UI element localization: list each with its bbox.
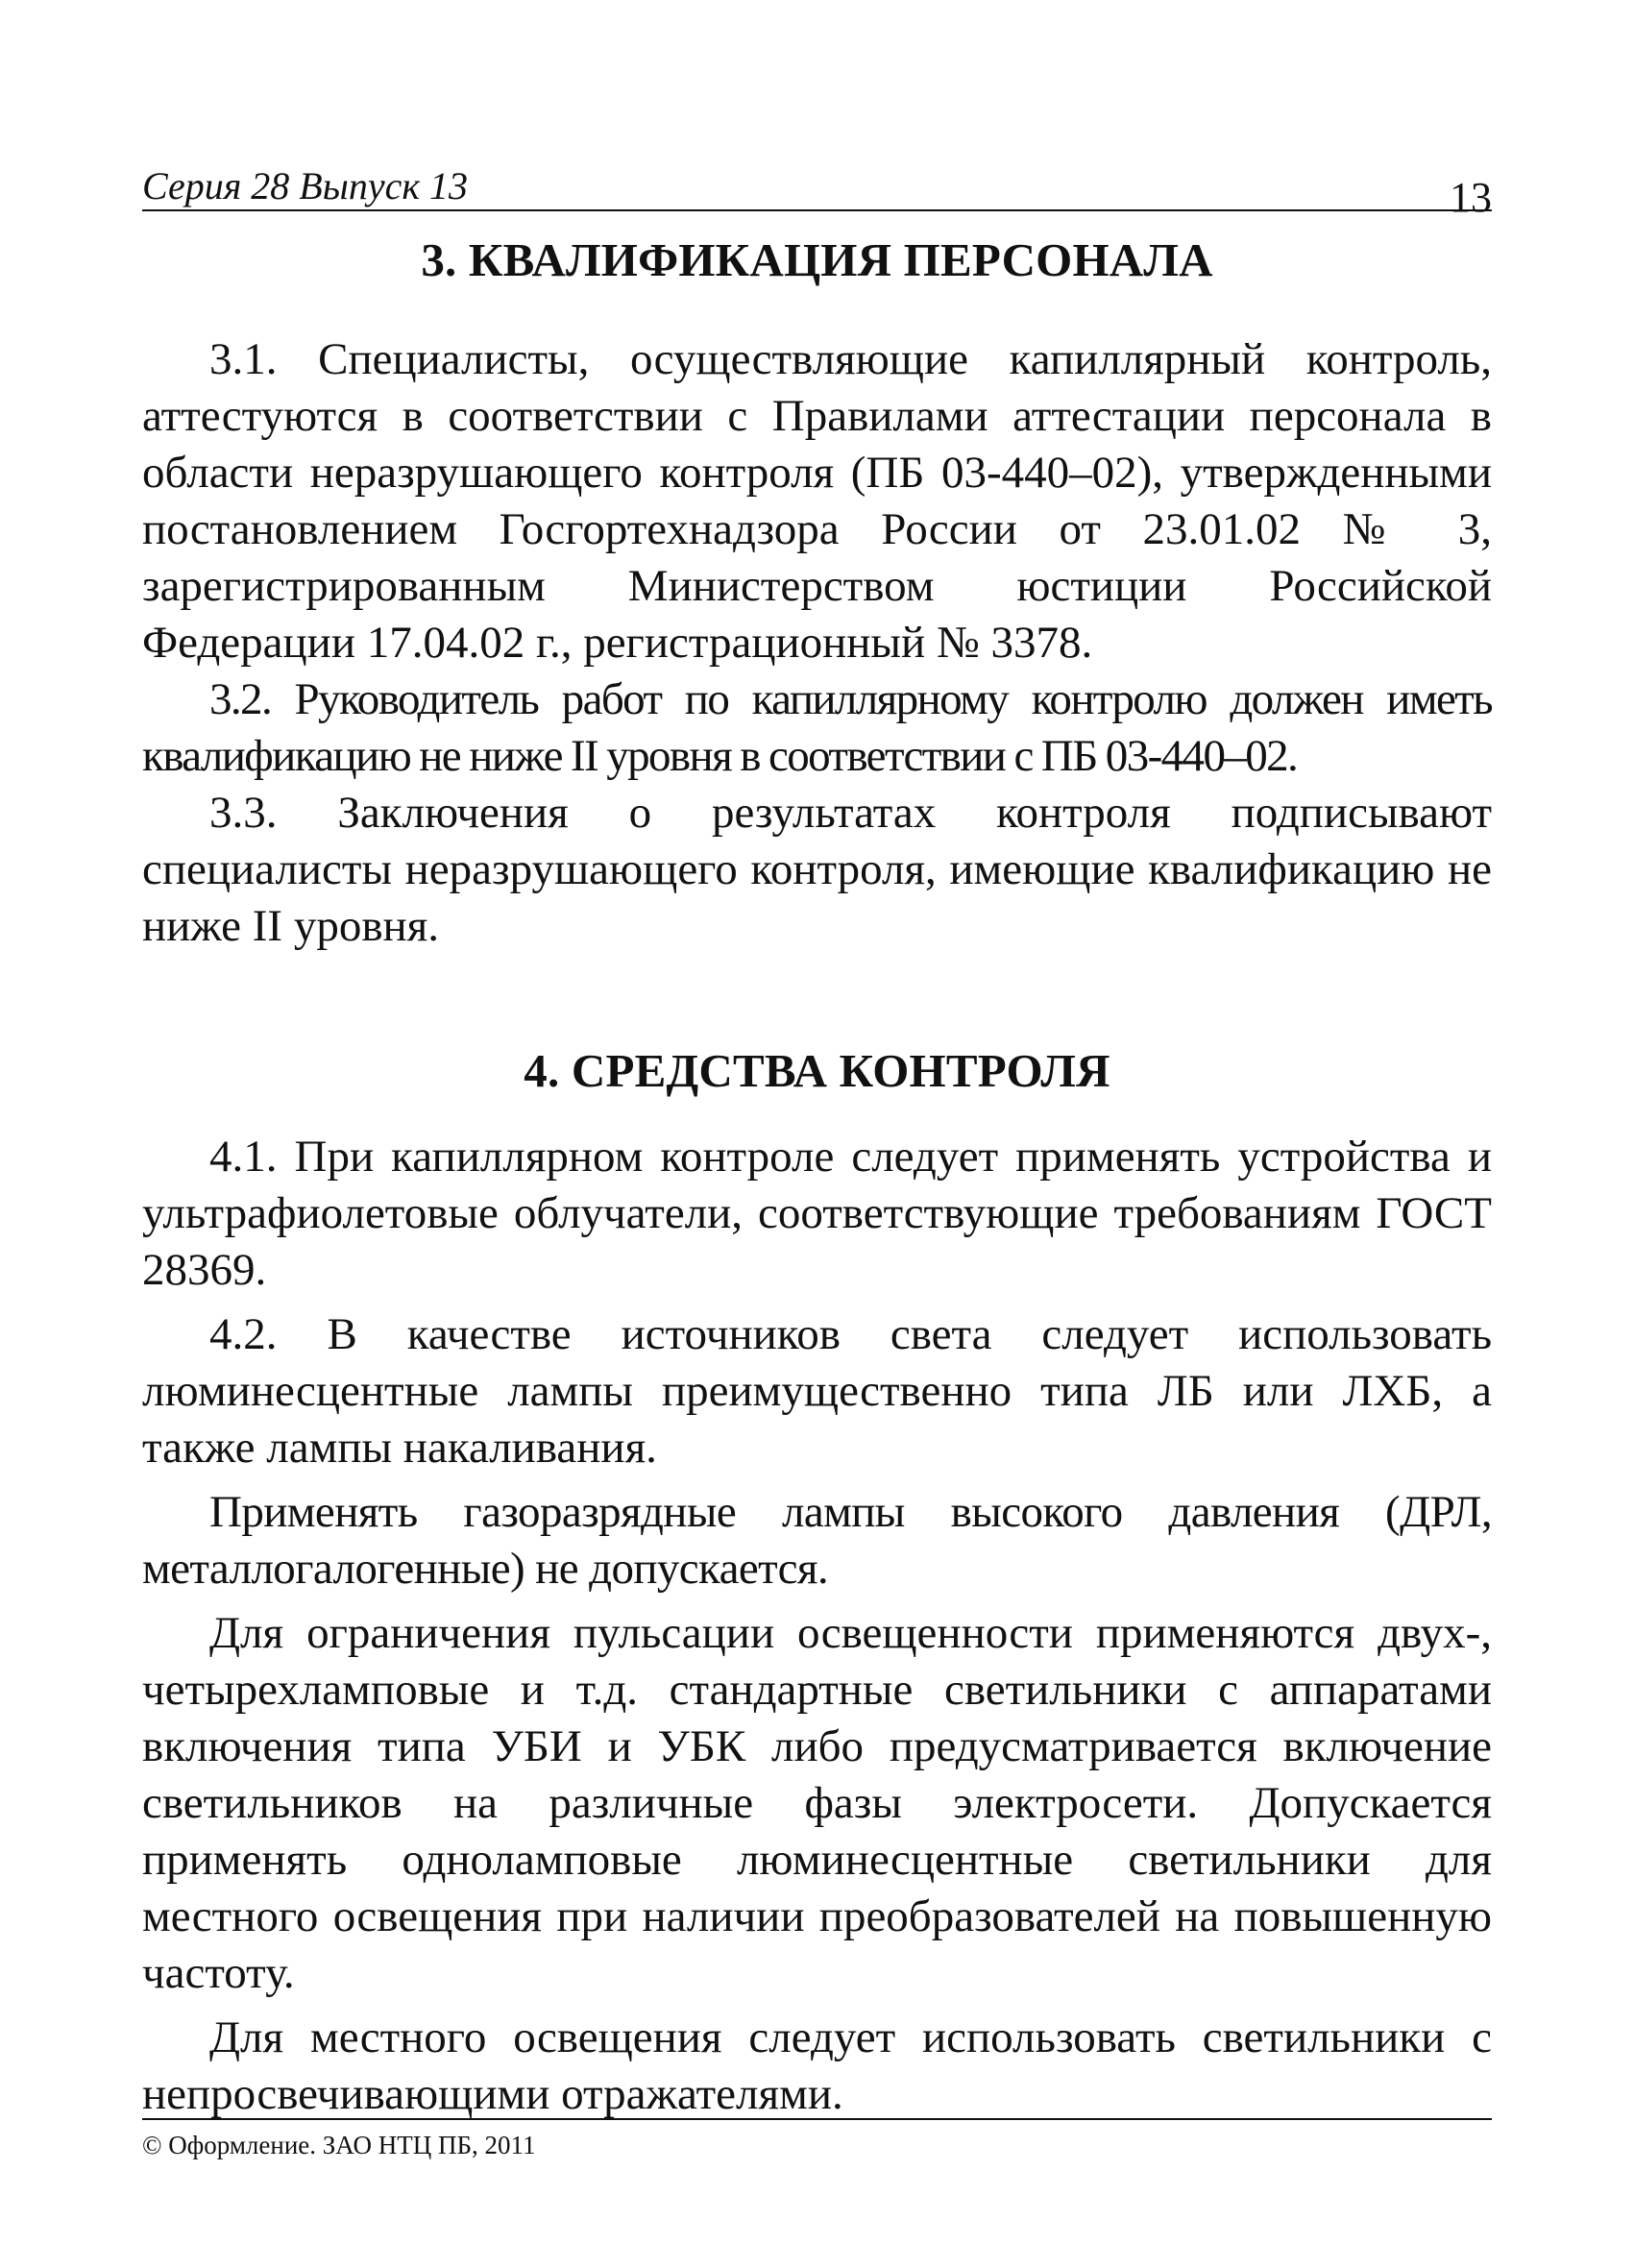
copyright-text: © Оформление. ЗАО НТЦ ПБ, 2011 bbox=[142, 2131, 536, 2159]
document-page bbox=[142, 144, 1492, 2238]
section-3-body bbox=[142, 331, 1492, 955]
section-4-title: 4. СРЕДСТВА КОНТРОЛЯ bbox=[524, 1043, 1110, 1097]
running-header bbox=[142, 144, 1492, 221]
series-label: Серия 28 Выпуск 13 bbox=[142, 164, 469, 207]
paragraph-3-1: 3.1. Специалисты, осуществляющие капиллярный контроль, аттестуются в соответствии с Правилами аттестации персонала в области неразрушающего контроля (ПБ 03-440–02), утвержденными постановлением Госгортехнадзора России от 23.01.02 № 3, зарегистрированным Министерством юстиции Российской Федерации 17.04.02 г., регистрационный № 3378. bbox=[142, 333, 1492, 668]
section-4-body bbox=[142, 1129, 1492, 2123]
paragraph-3-3: 3.3. Заключения о результатах контроля подписывают специалисты неразрушающего контроля, имеющие квалификацию не ниже II уровня. bbox=[142, 787, 1492, 951]
paragraph-4-1: 4.1. При капиллярном контроле следует применять устройства и ультрафиолетовые облучатели, соответствующие требованиям ГОСТ 28369. bbox=[142, 1131, 1492, 1295]
footer bbox=[142, 2118, 1492, 2160]
paragraph-3-2: 3.2. Руководитель работ по капиллярному контролю должен иметь квалификацию не ниже II уровня в соответствии с ПБ 03-440–02. bbox=[142, 673, 1492, 781]
section-3-title: 3. КВАЛИФИКАЦИЯ ПЕРСОНАЛА bbox=[421, 233, 1213, 286]
paragraph-4-2-local-lighting: Для местного освещения следует использовать светильники с непросвечивающими отражателями. bbox=[142, 2012, 1492, 2119]
page-number: 13 bbox=[1450, 174, 1492, 221]
paragraph-4-2-pulsation: Для ограничения пульсации освещенности применяются двух-, четырехламповые и т.д. стандартные светильники с аппаратами включения типа УБИ и УБК либо предусматривается включение светильников на различные фазы электросети. Допускается применять одноламповые люминесцентные светильники для местного освещения при наличии преобразователей на повышенную частоту. bbox=[142, 1607, 1492, 1998]
paragraph-4-2-note: Применять газоразрядные лампы высокого давления (ДРЛ, металлогалогенные) не допускается. bbox=[142, 1486, 1492, 1594]
paragraph-4-2: 4.2. В качестве источников света следует использовать люминесцентные лампы преимущественно типа ЛБ или ЛХБ, а также лампы накаливания. bbox=[142, 1308, 1492, 1473]
